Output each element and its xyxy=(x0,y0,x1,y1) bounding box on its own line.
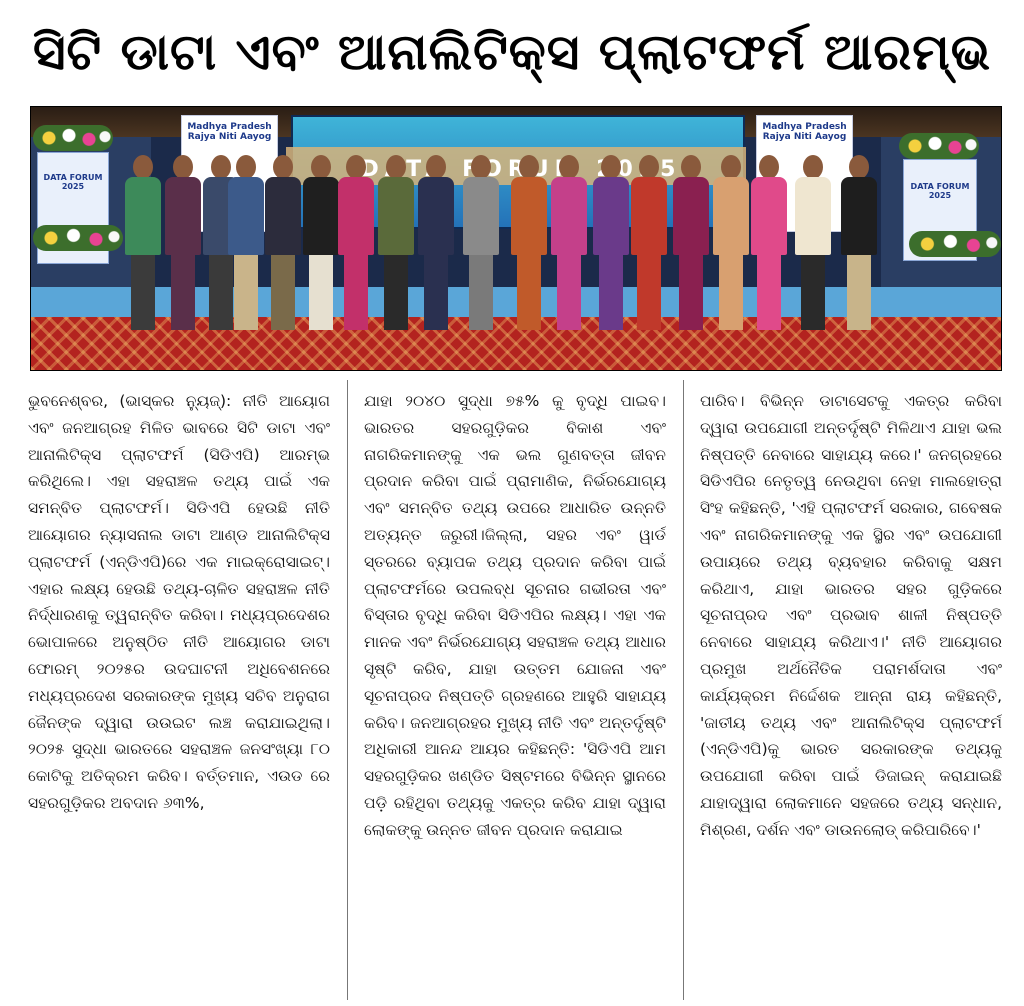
person-head xyxy=(386,155,406,179)
person-legs xyxy=(131,255,155,330)
column-rule-2 xyxy=(683,380,684,1000)
person-torso xyxy=(228,177,264,255)
person-torso xyxy=(378,177,414,255)
person-legs xyxy=(517,255,541,330)
person-torso xyxy=(265,177,301,255)
person-torso xyxy=(418,177,454,255)
person-head xyxy=(236,155,256,179)
person-legs xyxy=(599,255,623,330)
person-head xyxy=(346,155,366,179)
event-photo xyxy=(30,106,1002,371)
person-torso xyxy=(338,177,374,255)
article-column-2: ଯାହା ୨୦୪୦ ସୁଦ୍ଧା ୭୫% କୁ ବୃଦ୍ଧି ପାଇବ। ଭାରତର ସହରଗୁଡ଼ିକର ବିକାଶ ଏବଂ ନାଗରିକମାନଙ୍କୁ ଏକ ଭଲ ଗୁଣବତ୍ତା ଜୀବନ ପ୍ରଦାନ କରିବା ପାଇଁ ପ୍ରାମାଣିକ, ନିର୍ଭରଯୋଗ୍ୟ ଏବଂ ସମନ୍ବିତ ତଥ୍ୟ ଉପରେ ଆଧାରିତ ଉନ୍ନତି ଅତ୍ୟନ୍ତ ଜରୁରୀ।ଜିଲ୍ଲା, ସହର ଏବଂ ୱାର୍ଡ ସ୍ତରରେ ବ୍ୟାପକ ତଥ୍ୟ ପ୍ରଦାନ କରିବା ପାଇଁ ପ୍ଲାଟଫର୍ମରେ ଉପଲବ୍ଧ ସୂଚନାର ଗଭୀରତା ଏବଂ ବିସ୍ତାର ବୃଦ୍ଧି କରିବା ସିଡିଏପିର ଲକ୍ଷ୍ୟ। ଏହା ଏକ ମାନକ ଏବଂ ନିର୍ଭରଯୋଗ୍ୟ ସହରାଞ୍ଚଳ ତଥ୍ୟ ଆଧାର ସୃଷ୍ଟି କରିବ, ଯାହା ଉତ୍ତମ ଯୋଜନା ଏବଂ ସୂଚନାପ୍ରଦ ନିଷ୍ପତ୍ତି ଗ୍ରହଣରେ ଆହୁରି ସାହାଯ୍ୟ କରିବ। ଜନଆଗ୍ରହର ମୁଖ୍ୟ ନୀତି ଏବଂ ଅନ୍ତର୍ଦୃଷ୍ଟି ଅଧିକାରୀ ଆନନ୍ଦ ଆୟର କହିଛନ୍ତି: 'ସିଡିଏପି ଆମ ସହରଗୁଡ଼ିକର ଖଣ୍ଡିତ ସିଷ୍ଟମରେ ବିଭିନ୍ନ ସ୍ଥାନରେ ପଡ଼ି ରହିଥିବା ତଥ୍ୟକୁ ଏକତ୍ର କରିବ ଯାହା ଦ୍ୱାରା ଲୋକଙ୍କୁ ଉନ୍ନତ ଜୀବନ ପ୍ରଦାନ କରାଯାଇ xyxy=(364,392,666,839)
banner-left-text: DATA FORUM 2025 xyxy=(43,173,103,191)
flowers-right xyxy=(909,231,1001,257)
panel-left-text: Madhya Pradesh Rajya Niti Aayog xyxy=(187,122,272,142)
person-legs xyxy=(424,255,448,330)
person-torso xyxy=(751,177,787,255)
person-head xyxy=(173,155,193,179)
person-legs xyxy=(679,255,703,330)
panel-right-text: Madhya Pradesh Rajya Niti Aayog xyxy=(762,122,847,142)
person-head xyxy=(849,155,869,179)
flowers-top-right xyxy=(899,133,979,159)
person-torso xyxy=(125,177,161,255)
person-head xyxy=(803,155,823,179)
person-legs xyxy=(557,255,581,330)
person-head xyxy=(721,155,741,179)
banner-right-text: DATA FORUM 2025 xyxy=(910,182,970,200)
person-torso xyxy=(593,177,629,255)
column-rule-1 xyxy=(347,380,348,1000)
person-head xyxy=(601,155,621,179)
person-head xyxy=(759,155,779,179)
person-head xyxy=(681,155,701,179)
article-column-3: ପାରିବ। ବିଭିନ୍ନ ଡାଟାସେଟକୁ ଏକତ୍ର କରିବା ଦ୍ୱାରା ଉପଯୋଗୀ ଅନ୍ତର୍ଦୃଷ୍ଟି ମିଳିଥାଏ ଯାହା ଭଲ ନିଷ୍ପତ୍ତି ନେବାରେ ସାହାଯ୍ୟ କରେ।' ଜନଗ୍ରହରେ ସିଡିଏପିର ନେତୃତ୍ୱ ନେଉଥିବା ନେହା ମାଲହୋତ୍ରା ସିଂହ କହିଛନ୍ତି, 'ଏହି ପ୍ଲାଟଫର୍ମ ସରକାର, ଗବେଷକ ଏବଂ ନାଗରିକମାନଙ୍କୁ ଏକ ସ୍ଥିର ଏବଂ ଉପଯୋଗୀ ଉପାୟରେ ତଥ୍ୟ ବ୍ୟବହାର କରିବାକୁ ସକ୍ଷମ କରିଥାଏ, ଯାହା ଭାରତର ସହର ଗୁଡ଼ିକରେ ସୂଚନାପ୍ରଦ ଏବଂ ପ୍ରଭାବ ଶାଳୀ ନିଷ୍ପତ୍ତି ନେବାରେ ସାହାଯ୍ୟ କରିଥାଏ।' ନୀତି ଆୟୋଗର ପ୍ରମୁଖ ଅର୍ଥନୈତିକ ପରାମର୍ଶଦାତା ଏବଂ କାର୍ଯ୍ୟକ୍ରମ ନିର୍ଦ୍ଦେଶକ ଆନ୍ନା ରାୟ କହିଛନ୍ତି, 'ଜାତୀୟ ତଥ୍ୟ ଏବଂ ଆନାଲିଟିକ୍ସ ପ୍ଲାଟଫର୍ମ (ଏନ୍‌ଡିଏପି)କୁ ଭାରତ ସରକାରଙ୍କ ତଥ୍ୟକୁ ଉପଯୋଗୀ କରିବା ପାଇଁ ଡିଜାଇନ୍ କରାଯାଇଛି ଯାହାଦ୍ୱାରା ଲୋକମାନେ ସହଜରେ ତଥ୍ୟ ସନ୍ଧାନ, ମିଶ୍ରଣ, ଦର୍ଶନ ଏବଂ ଡାଉନଲୋଡ୍ କରିପାରିବେ।' xyxy=(700,392,1002,839)
person-legs xyxy=(719,255,743,330)
person-torso xyxy=(551,177,587,255)
person-head xyxy=(311,155,331,179)
person-legs xyxy=(171,255,195,330)
person-head xyxy=(519,155,539,179)
person-torso xyxy=(673,177,709,255)
person-torso xyxy=(303,177,339,255)
person-legs xyxy=(271,255,295,330)
person-torso xyxy=(795,177,831,255)
person-legs xyxy=(209,255,233,330)
person-torso xyxy=(631,177,667,255)
person-legs xyxy=(344,255,368,330)
person-torso xyxy=(511,177,547,255)
flowers-left xyxy=(33,225,123,251)
article-column-1: ଭୁବନେଶ୍ବର, (ଭାସ୍କର ନ୍ୟୁଜ୍): ନୀତି ଆୟୋଗ ଏବଂ ଜନଆଗ୍ରହ ମିଳିତ ଭାବରେ ସିଟି ଡାଟା ଏବଂ ଆନାଲିଟିକ୍ସ ପ୍ଲାଟଫର୍ମ (ସିଡିଏପି) ଆରମ୍ଭ କରିଥିଲେ। ଏହା ସହରାଞ୍ଚଳ ତଥ୍ୟ ପାଇଁ ଏକ ସମନ୍ବିତ ପ୍ଲାଟଫର୍ମ। ସିଡିଏପି ହେଉଛି ନୀତି ଆୟୋଗର ନ୍ୟାସନାଲ ଡାଟା ଆଣ୍ଡ ଆନାଲିଟିକ୍ସ ପ୍ଲାଟଫର୍ମ (ଏନ୍‌ଡିଏପି)ରେ ଏକ ମାଇକ୍ରୋସାଇଟ୍। ଏହାର ଲକ୍ଷ୍ୟ ହେଉଛି ତଥ୍ୟ-ଚାଳିତ ସହରାଞ୍ଚଳ ନୀତି ନିର୍ଦ୍ଧାରଣକୁ ତ୍ୱରାନ୍ବିତ କରିବା। ମଧ୍ୟପ୍ରଦେଶର ଭୋପାଳରେ ଅନୁଷ୍ଠିତ ନୀତି ଆୟୋଗର ଡାଟା ଫୋରମ୍ ୨୦୨୫ର ଉଦଘାଟନୀ ଅଧିବେଶନରେ ମଧ୍ୟପ୍ରଦେଶ ସରକାରଙ୍କ ମୁଖ୍ୟ ସଚିବ ଅନୁରାଗ ଜୈନଙ୍କ ଦ୍ୱାରା ଉଉଇଟ ଲଞ୍ଚ କରାଯାଇଥିଲା। ୨୦୨୫ ସୁଦ୍ଧା ଭାରତରେ ସହରାଞ୍ଚଳ ଜନସଂଖ୍ୟା ୮୦ କୋଟିକୁ ଅତିକ୍ରମ କରିବ। ବର୍ତ୍ତମାନ, ଏଉଡ ରେ ସହରଗୁଡ଼ିକର ଅବଦାନ ୬୩%, xyxy=(28,392,330,812)
headline: ସିଟି ଡାଟା ଏବଂ ଆନାଲିଟିକ୍ସ ପ୍ଲାଟଫର୍ମ ଆରମ୍ଭ xyxy=(32,22,992,81)
person-head xyxy=(471,155,491,179)
person-legs xyxy=(801,255,825,330)
person-legs xyxy=(309,255,333,330)
person-torso xyxy=(165,177,201,255)
person-head xyxy=(133,155,153,179)
person-legs xyxy=(469,255,493,330)
person-torso xyxy=(841,177,877,255)
flowers-top-left xyxy=(33,125,113,151)
person-head xyxy=(639,155,659,179)
person-head xyxy=(426,155,446,179)
person-head xyxy=(211,155,231,179)
person-legs xyxy=(847,255,871,330)
person-torso xyxy=(463,177,499,255)
person-legs xyxy=(637,255,661,330)
person-legs xyxy=(384,255,408,330)
person-torso xyxy=(713,177,749,255)
person-head xyxy=(273,155,293,179)
person-legs xyxy=(757,255,781,330)
person-head xyxy=(559,155,579,179)
person-legs xyxy=(234,255,258,330)
